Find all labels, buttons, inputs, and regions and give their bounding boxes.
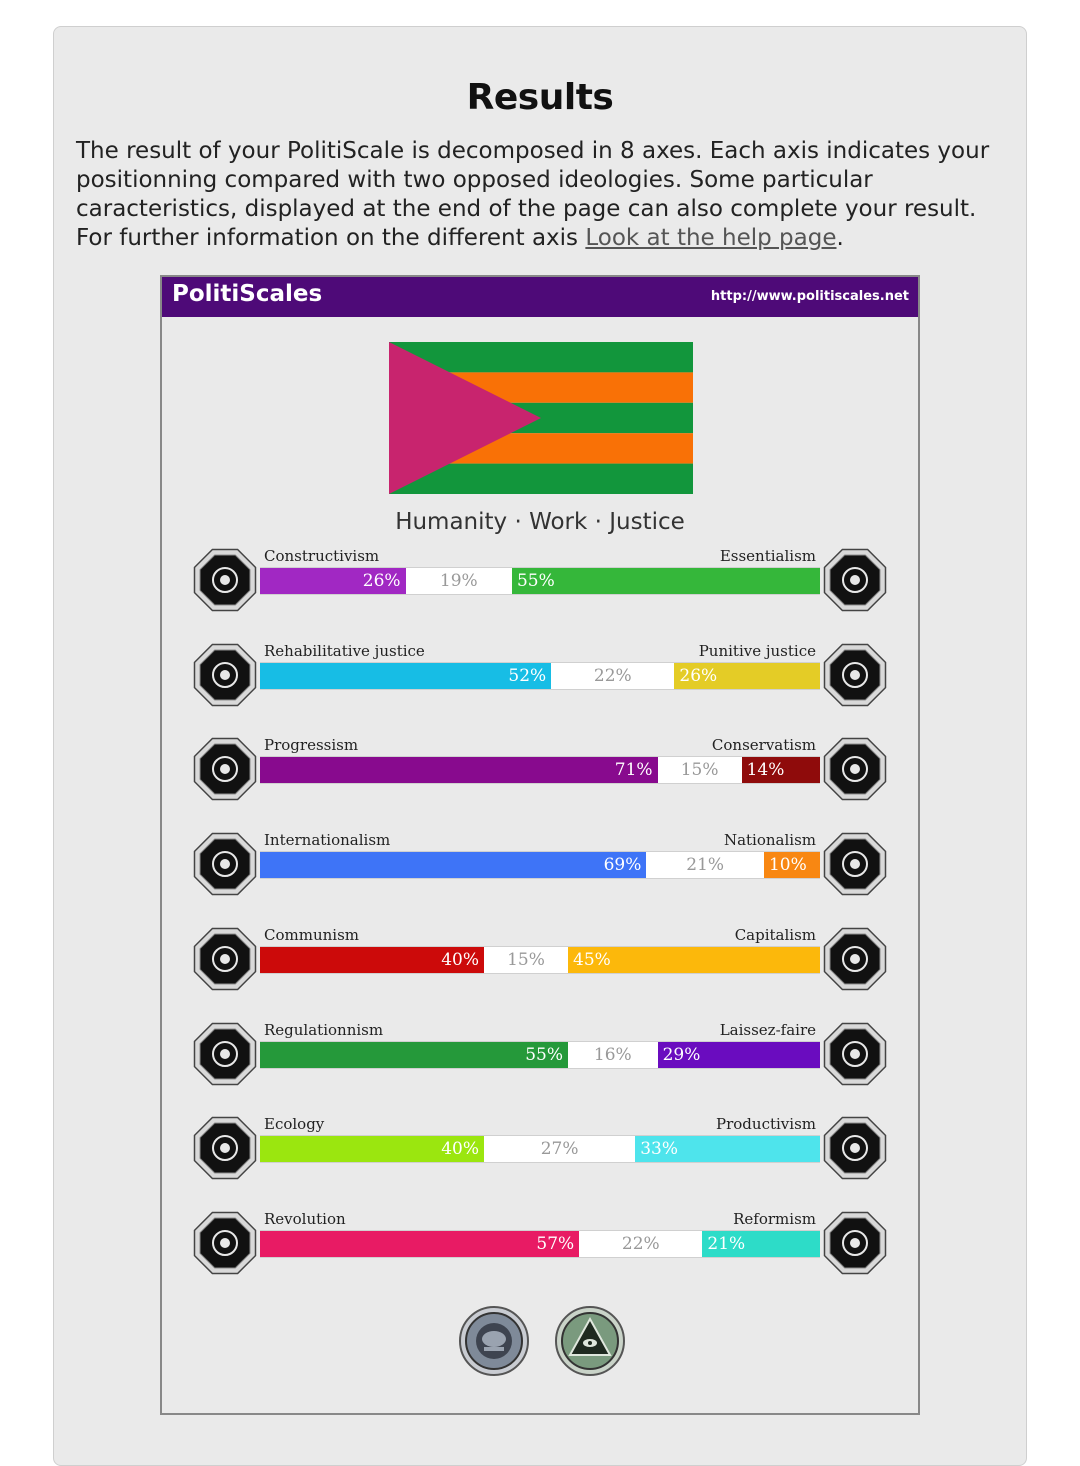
axis-neutral-segment: 22% xyxy=(579,1231,702,1257)
axis-right-segment: 45% xyxy=(568,947,820,973)
leaf-icon xyxy=(192,1115,258,1181)
badges-row xyxy=(458,1305,628,1381)
bronze-medal-icon xyxy=(460,1307,528,1375)
intro-text: The result of your PolitiScale is decomposed in 8 axes. Each axis indicates your positionning compared with two opposed ideologies. Some particular caracteristics, displayed at the end of the page can also complete your result. For further information on the different axis xyxy=(76,138,990,251)
results-card xyxy=(53,26,1027,1466)
rocket-icon xyxy=(192,736,258,802)
axis-left-segment: 52% xyxy=(260,663,551,689)
axis-right-segment: 29% xyxy=(658,1042,820,1068)
axis-left-label: Communism xyxy=(264,925,359,944)
axis-left-label: Constructivism xyxy=(264,547,380,565)
axis-right-label: Laissez-faire xyxy=(719,1020,816,1039)
globe-icon xyxy=(192,831,258,897)
axis-right-segment: 21% xyxy=(702,1231,820,1257)
flag-icon xyxy=(822,831,888,897)
axis-bar xyxy=(260,851,820,879)
axis-right-label: Nationalism xyxy=(723,831,816,850)
eye-pyramid-icon xyxy=(556,1307,624,1375)
axis-left-segment: 40% xyxy=(260,947,484,973)
axis-row xyxy=(192,1210,888,1278)
axis-right-label: Reformism xyxy=(733,1209,816,1228)
ballot-icon xyxy=(822,1210,888,1276)
gear-icon xyxy=(822,1115,888,1181)
axis-row xyxy=(192,642,888,710)
axis-row xyxy=(192,1115,888,1183)
axis-bar xyxy=(260,946,820,974)
fist-icon xyxy=(192,1210,258,1276)
axis-row xyxy=(192,1021,888,1089)
page-title: Results xyxy=(466,77,614,118)
axis-left-label: Revolution xyxy=(264,1209,346,1228)
axis-left-segment: 71% xyxy=(260,757,658,783)
axis-left-segment: 26% xyxy=(260,568,406,594)
axis-right-label: Conservatism xyxy=(711,736,816,755)
axis-left-segment: 57% xyxy=(260,1231,579,1257)
brand-title: PolitiScales xyxy=(172,281,323,307)
dove-icon xyxy=(822,1021,888,1087)
axis-neutral-segment: 15% xyxy=(658,757,742,783)
axis-neutral-segment: 16% xyxy=(568,1042,658,1068)
axis-bar xyxy=(260,662,820,690)
axis-left-label: Internationalism xyxy=(264,831,391,850)
axis-neutral-segment: 22% xyxy=(551,663,674,689)
handshake-icon xyxy=(192,642,258,708)
results-panel xyxy=(160,275,920,1415)
prison-bars-icon xyxy=(822,642,888,708)
axis-left-label: Progressism xyxy=(264,736,359,755)
axis-right-label: Essentialism xyxy=(719,547,816,565)
money-bag-icon xyxy=(822,926,888,992)
axis-right-segment: 14% xyxy=(742,757,820,783)
axis-row xyxy=(192,736,888,804)
help-link[interactable]: Look at the help page xyxy=(585,225,837,251)
quill-icon xyxy=(822,736,888,802)
axis-left-segment: 55% xyxy=(260,1042,568,1068)
axis-right-segment: 33% xyxy=(635,1136,820,1162)
panel-header xyxy=(162,277,918,317)
flag-motto: Humanity · Work · Justice xyxy=(395,509,685,535)
hammer-sickle-icon xyxy=(192,926,258,992)
intro-paragraph xyxy=(76,137,1006,253)
axis-left-label: Regulationnism xyxy=(264,1020,384,1039)
axis-left-segment: 40% xyxy=(260,1136,484,1162)
axis-right-segment: 26% xyxy=(674,663,820,689)
eye-icon xyxy=(192,547,258,613)
axis-row xyxy=(192,547,888,615)
axis-bar xyxy=(260,1230,820,1258)
flower-icon xyxy=(822,547,888,613)
axis-right-label: Punitive justice xyxy=(698,641,816,660)
axis-bar xyxy=(260,1135,820,1163)
axis-right-segment: 10% xyxy=(764,852,820,878)
axis-left-segment: 69% xyxy=(260,852,646,878)
axis-neutral-segment: 19% xyxy=(406,568,512,594)
axis-neutral-segment: 15% xyxy=(484,947,568,973)
site-url: http://www.politiscales.net xyxy=(710,289,909,304)
axis-right-label: Productivism xyxy=(716,1115,816,1134)
axis-row xyxy=(192,926,888,994)
axis-neutral-segment: 27% xyxy=(484,1136,635,1162)
axis-right-segment: 55% xyxy=(512,568,820,594)
axis-right-label: Capitalism xyxy=(734,925,816,944)
regulation-icon xyxy=(192,1021,258,1087)
axis-bar xyxy=(260,567,820,595)
axis-bar xyxy=(260,1041,820,1069)
axis-left-label: Ecology xyxy=(264,1115,325,1134)
axis-left-label: Rehabilitative justice xyxy=(264,641,425,660)
axis-bar xyxy=(260,756,820,784)
axis-neutral-segment: 21% xyxy=(646,852,764,878)
ideology-flag xyxy=(389,342,693,494)
intro-end: . xyxy=(836,225,844,251)
axis-row xyxy=(192,831,888,899)
